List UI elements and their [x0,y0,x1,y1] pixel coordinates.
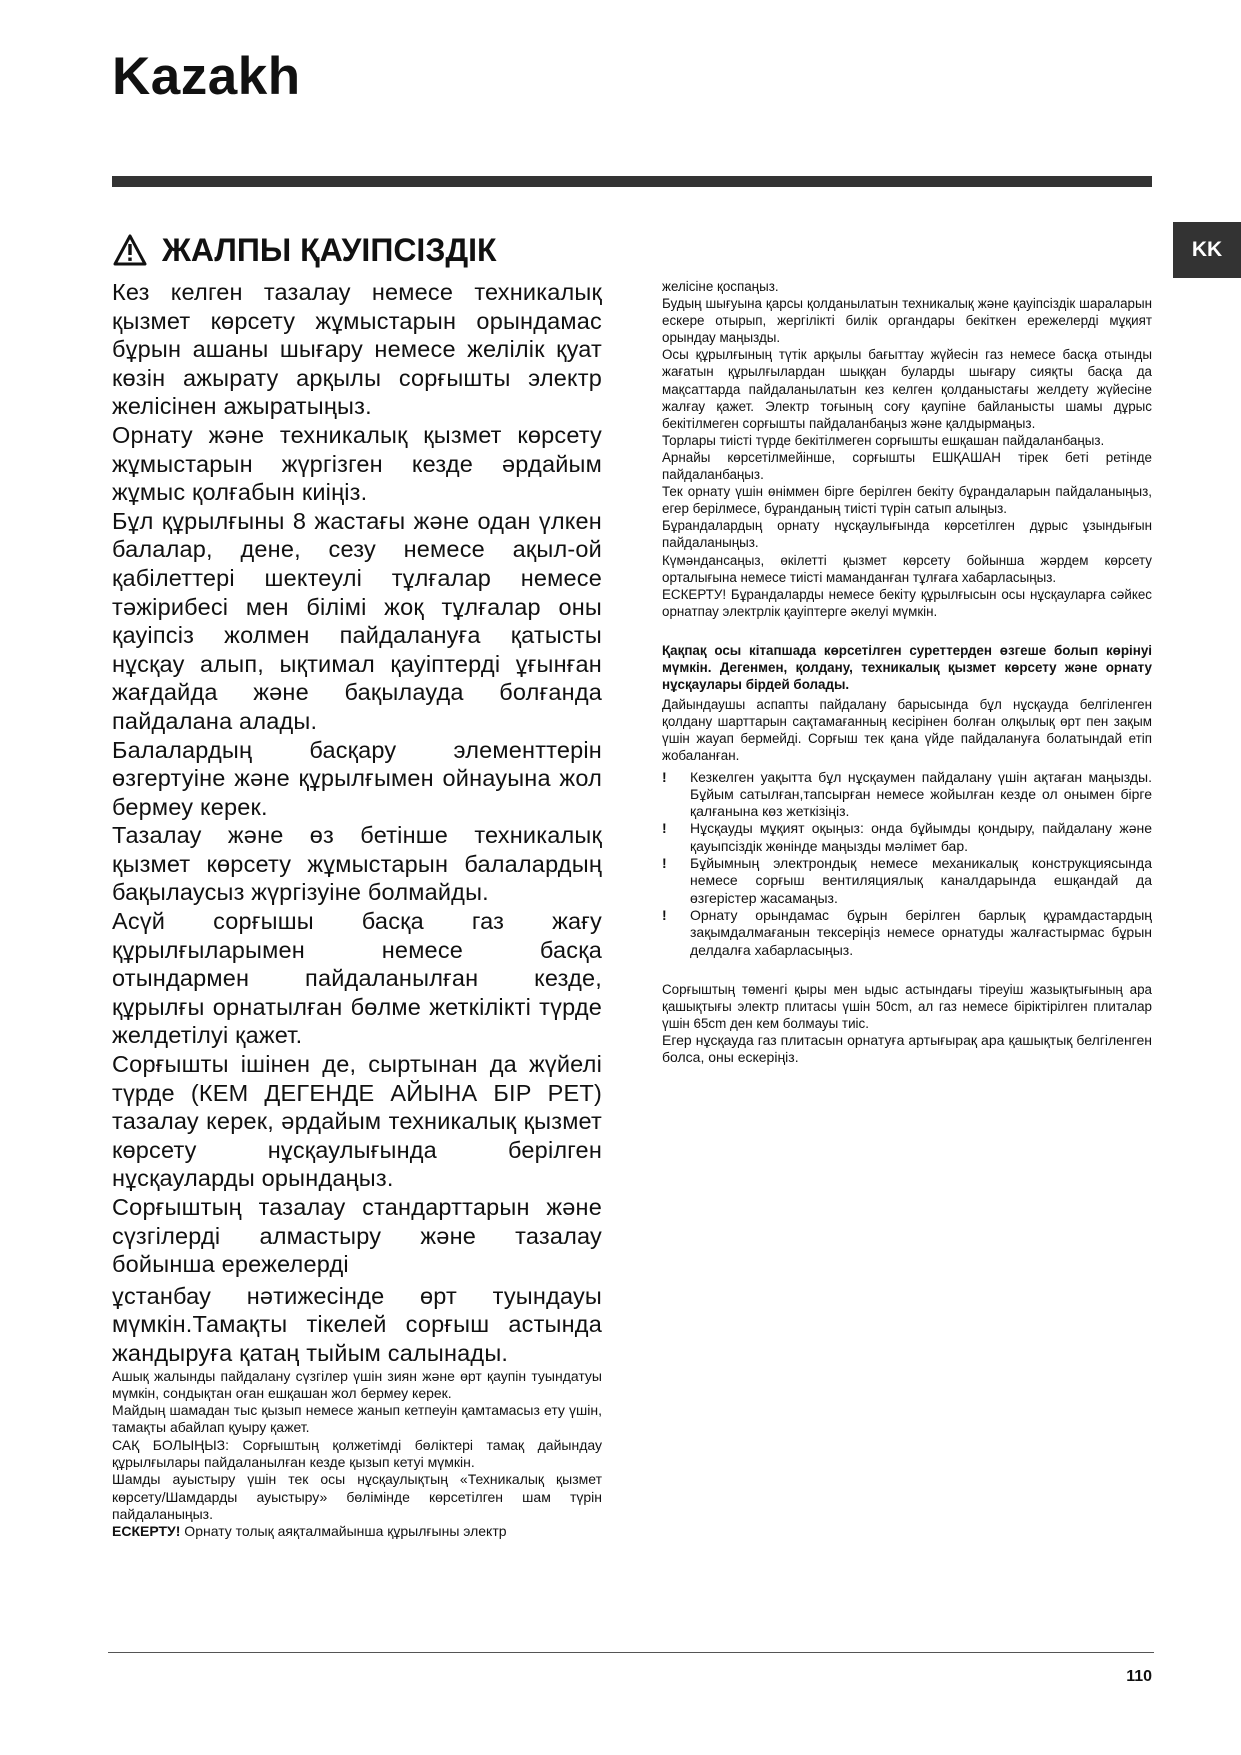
small-paragraph: САҚ БОЛЫҢЫЗ: Сорғыштың қолжетімді бөліктері тамақ дайындау құрылғылары пайдаланылған кезде қызып кетуі мүмкін. [112,1436,602,1471]
manufacturer-note: Дайындаушы аспапты пайдалану барысында бұл нұсқауда белгіленген қолдану шарттарын сақтамағанның кесірінен болған олқылық өрт пен зақым үшін жауап бермейді. Сорғыш тек қана үйде пайдалануға болатындай етіп жобаланған. [662,697,1152,764]
exclamation-icon: ! [662,768,667,785]
language-title: Kazakh [112,47,301,106]
language-tab: KK [1173,222,1241,278]
right-column [662,278,1152,1067]
page-number: 110 [1126,1668,1152,1685]
right-paragraph: Торлары тиісті түрде бекітілмеген сорғышты ешқашан пайдаланбаңыз. [662,432,1105,448]
bullet-list [662,769,1152,959]
bullet-text: Бұйымның электрондық немесе механикалық конструкциясында немесе сорғыш вентиляциялық каналдарында ешқандай да өзгерістер жасамаңыз. [690,855,1152,906]
safety-paragraph: Сорғышты ішінен де, сыртынан да жүйелі түрде (КЕМ ДЕГЕНДЕ АЙЫНА БІР РЕТ) тазалау керек, әрдайым техникалық қызмет көрсету нұсқаулығында берілген нұсқауларды орындаңыз. [112,1051,602,1192]
small-paragraph: Ашық жалынды пайдалану сүзгілер үшін зиян және өрт қаупін туындатуы мүмкін, сондықтан оған ешқашан жол бермеу керек. [112,1367,602,1401]
list-item [662,769,1152,821]
safety-paragraph: Тазалау және өз бетінше техникалық қызмет көрсету жұмыстарын балалардың бақылаусыз жүргізуіне болмайды. [112,822,602,906]
bullet-text: Нұсқауды мұқият оқыңыз: онда бұйымды қондыру, пайдалану және қауыпсіздік жөнінде маңызды мәлімет бар. [690,820,1152,854]
safety-paragraph: Сорғыштың тазалау стандарттарын және сүзгілерді алмастыру және тазалау бойынша ережелерді [112,1194,602,1278]
section-heading [112,233,497,267]
distance-note: Сорғыштың төменгі қыры мен ыдыс астындағы тіреуіш жазықтығының ара қашықтығы электр плитасы үшін 50cm, ал газ немесе біріктірілген плиталар үшін 65cm ден кем болмауы тиіс. [662,981,1152,1031]
header-rule [112,176,1152,187]
right-paragraph: Бұрандалардың орнату нұсқаулығында көрсетілген дұрыс ұзындығын пайдаланыңыз. [662,518,1152,551]
right-paragraph: Будың шығуына қарсы қолданылатын техникалық және қауіпсіздік шараларын ескере отырып, жергілікті билік органдары бекіткен ережелерді мұқият орындау маңызды. [662,296,1152,346]
list-item [662,820,1152,855]
safety-paragraph: Орнату және техникалық қызмет көрсету жұмыстарын жүргізген кезде әрдайым жұмыс қолғабын киіңіз. [112,421,602,506]
list-item [662,907,1152,959]
gas-note: Егер нұсқауда газ плитасын орнатуға артығырақ ара қашықтық белгіленген болса, оны ескеріңіз. [662,1032,1152,1066]
bullet-text: Орнату орындамас бұрын берілген барлық құрамдастардың зақымдалмағанын тексеріңіз немесе орнатуды жалғастырмас бұрын делдалға хабарласыңыз. [690,906,1152,958]
small-paragraph: Шамды ауыстыру үшін тек осы нұсқаулықтың «Техникалық қызмет көрсету/Шамдарды ауыстыру» бөлімінде көрсетілген шам түрін пайдаланыңыз. [112,1471,602,1522]
safety-paragraph: Бұл құрылғыны 8 жастағы және одан үлкен балалар, дене, сезу немесе ақыл-ой қабілеттері шектеулі тұлғалар немесе тәжірибесі мен білімі жоқ тұлғалар оны қауіпсіз жолмен пайдалануға қатысты нұсқау алып, ықтимал қауіптерді ұғынған жағдайда және бақылауда болғанда пайдалана алады. [112,507,602,734]
safety-paragraph: Кез келген тазалау немесе техникалық қызмет көрсету жұмыстарын орындамас бұрын ашаны шығару немесе желілік қуат көзін ажырату арқылы сорғышты электр желісінен ажыратыңыз. [112,279,602,420]
right-paragraph: ЕСКЕРТУ! Бұрандаларды немесе бекіту құрылғысын осы нұсқауларға сәйкес орнатпау электрлік қауіптерге әкелуі мүмкін. [662,586,1152,619]
left-column [112,278,602,1541]
warning-label: ЕСКЕРТУ! [112,1523,181,1540]
safety-paragraph: Балалардың басқару элементтерін өзгертуіне және құрылғымен ойнауына жол бермеу керек. [112,736,602,820]
right-paragraph: желісіне қоспаңыз. [662,279,779,294]
right-paragraph: Арнайы көрсетілмейінше, сорғышты ЕШҚАШАН тірек беті ретінде пайдаланбаңыз. [662,449,1152,483]
exclamation-icon: ! [662,820,667,837]
safety-paragraph: ұстанбау нәтижесінде өрт туындауы мүмкін.Тамақты тікелей сорғыш астында жандыруға қатаң тыйым салынады. [112,1282,602,1366]
exclamation-icon: ! [662,906,667,923]
right-paragraph: Осы құрылғының түтік арқылы бағыттау жүйесін газ немесе басқа отынды жағатын құрылғылардан шыққан буларды шығару сияқты басқа да мақсаттарда пайдаланылатын кез келген қолданыстағы желдету жүйесіне жалғау қажет. Электр тоғының соғу қаупіне байланысты шамы дұрыс бекітілмеген сорғышты пайдаланбаңыз және қалдырмаңыз. [662,347,1152,431]
exclamation-icon: ! [662,855,667,872]
right-paragraph: Тек орнату үшін өніммен бірге берілген бекіту бұрандаларын пайдаланыңыз, егер берілмесе, бұранданың тиісті түрін сатып алыңыз. [662,484,1152,517]
right-paragraph: Күмәндансаңыз, өкілетті қызмет көрсету бойынша жәрдем көрсету орталығына немесе тиісті маманданған тұлғаға хабарласыңыз. [662,552,1152,585]
warning-paragraph [112,1523,602,1540]
cover-note: Қақпақ осы кітапшада көрсетілген суреттерден өзгеше болып көрінуі мүмкін. Дегенмен, қолдану, техникалық қызмет көрсету және орнату нұсқаулары бірдей болады. [662,642,1152,693]
warning-text: Орнату толық аяқталмайынша құрылғыны электр [180,1523,507,1540]
small-paragraph: Майдың шамадан тыс қызып немесе жанып кетпеуін қамтамасыз ету үшін, тамақты абайлап қуыру қажет. [112,1402,602,1436]
bullet-text: Кезкелген уақытта бұл нұсқаумен пайдалану үшін ақтаған маңызды. Бұйым сатылған,тапсырған немесе жойылған кезде ол онымен бірге қалғанына көз жеткізіңіз. [690,768,1152,820]
safety-paragraph: Асүй сорғышы басқа газ жағу құрылғыларымен немесе басқа отындармен пайдаланылған кезде, құрылғы орнатылған бөлме жеткілікті түрде желдетілуі қажет. [112,908,602,1049]
footer-rule [108,1652,1154,1653]
list-item [662,855,1152,907]
warning-triangle-icon [112,233,148,267]
section-title: ЖАЛПЫ ҚАУІПСІЗДІК [162,232,497,268]
